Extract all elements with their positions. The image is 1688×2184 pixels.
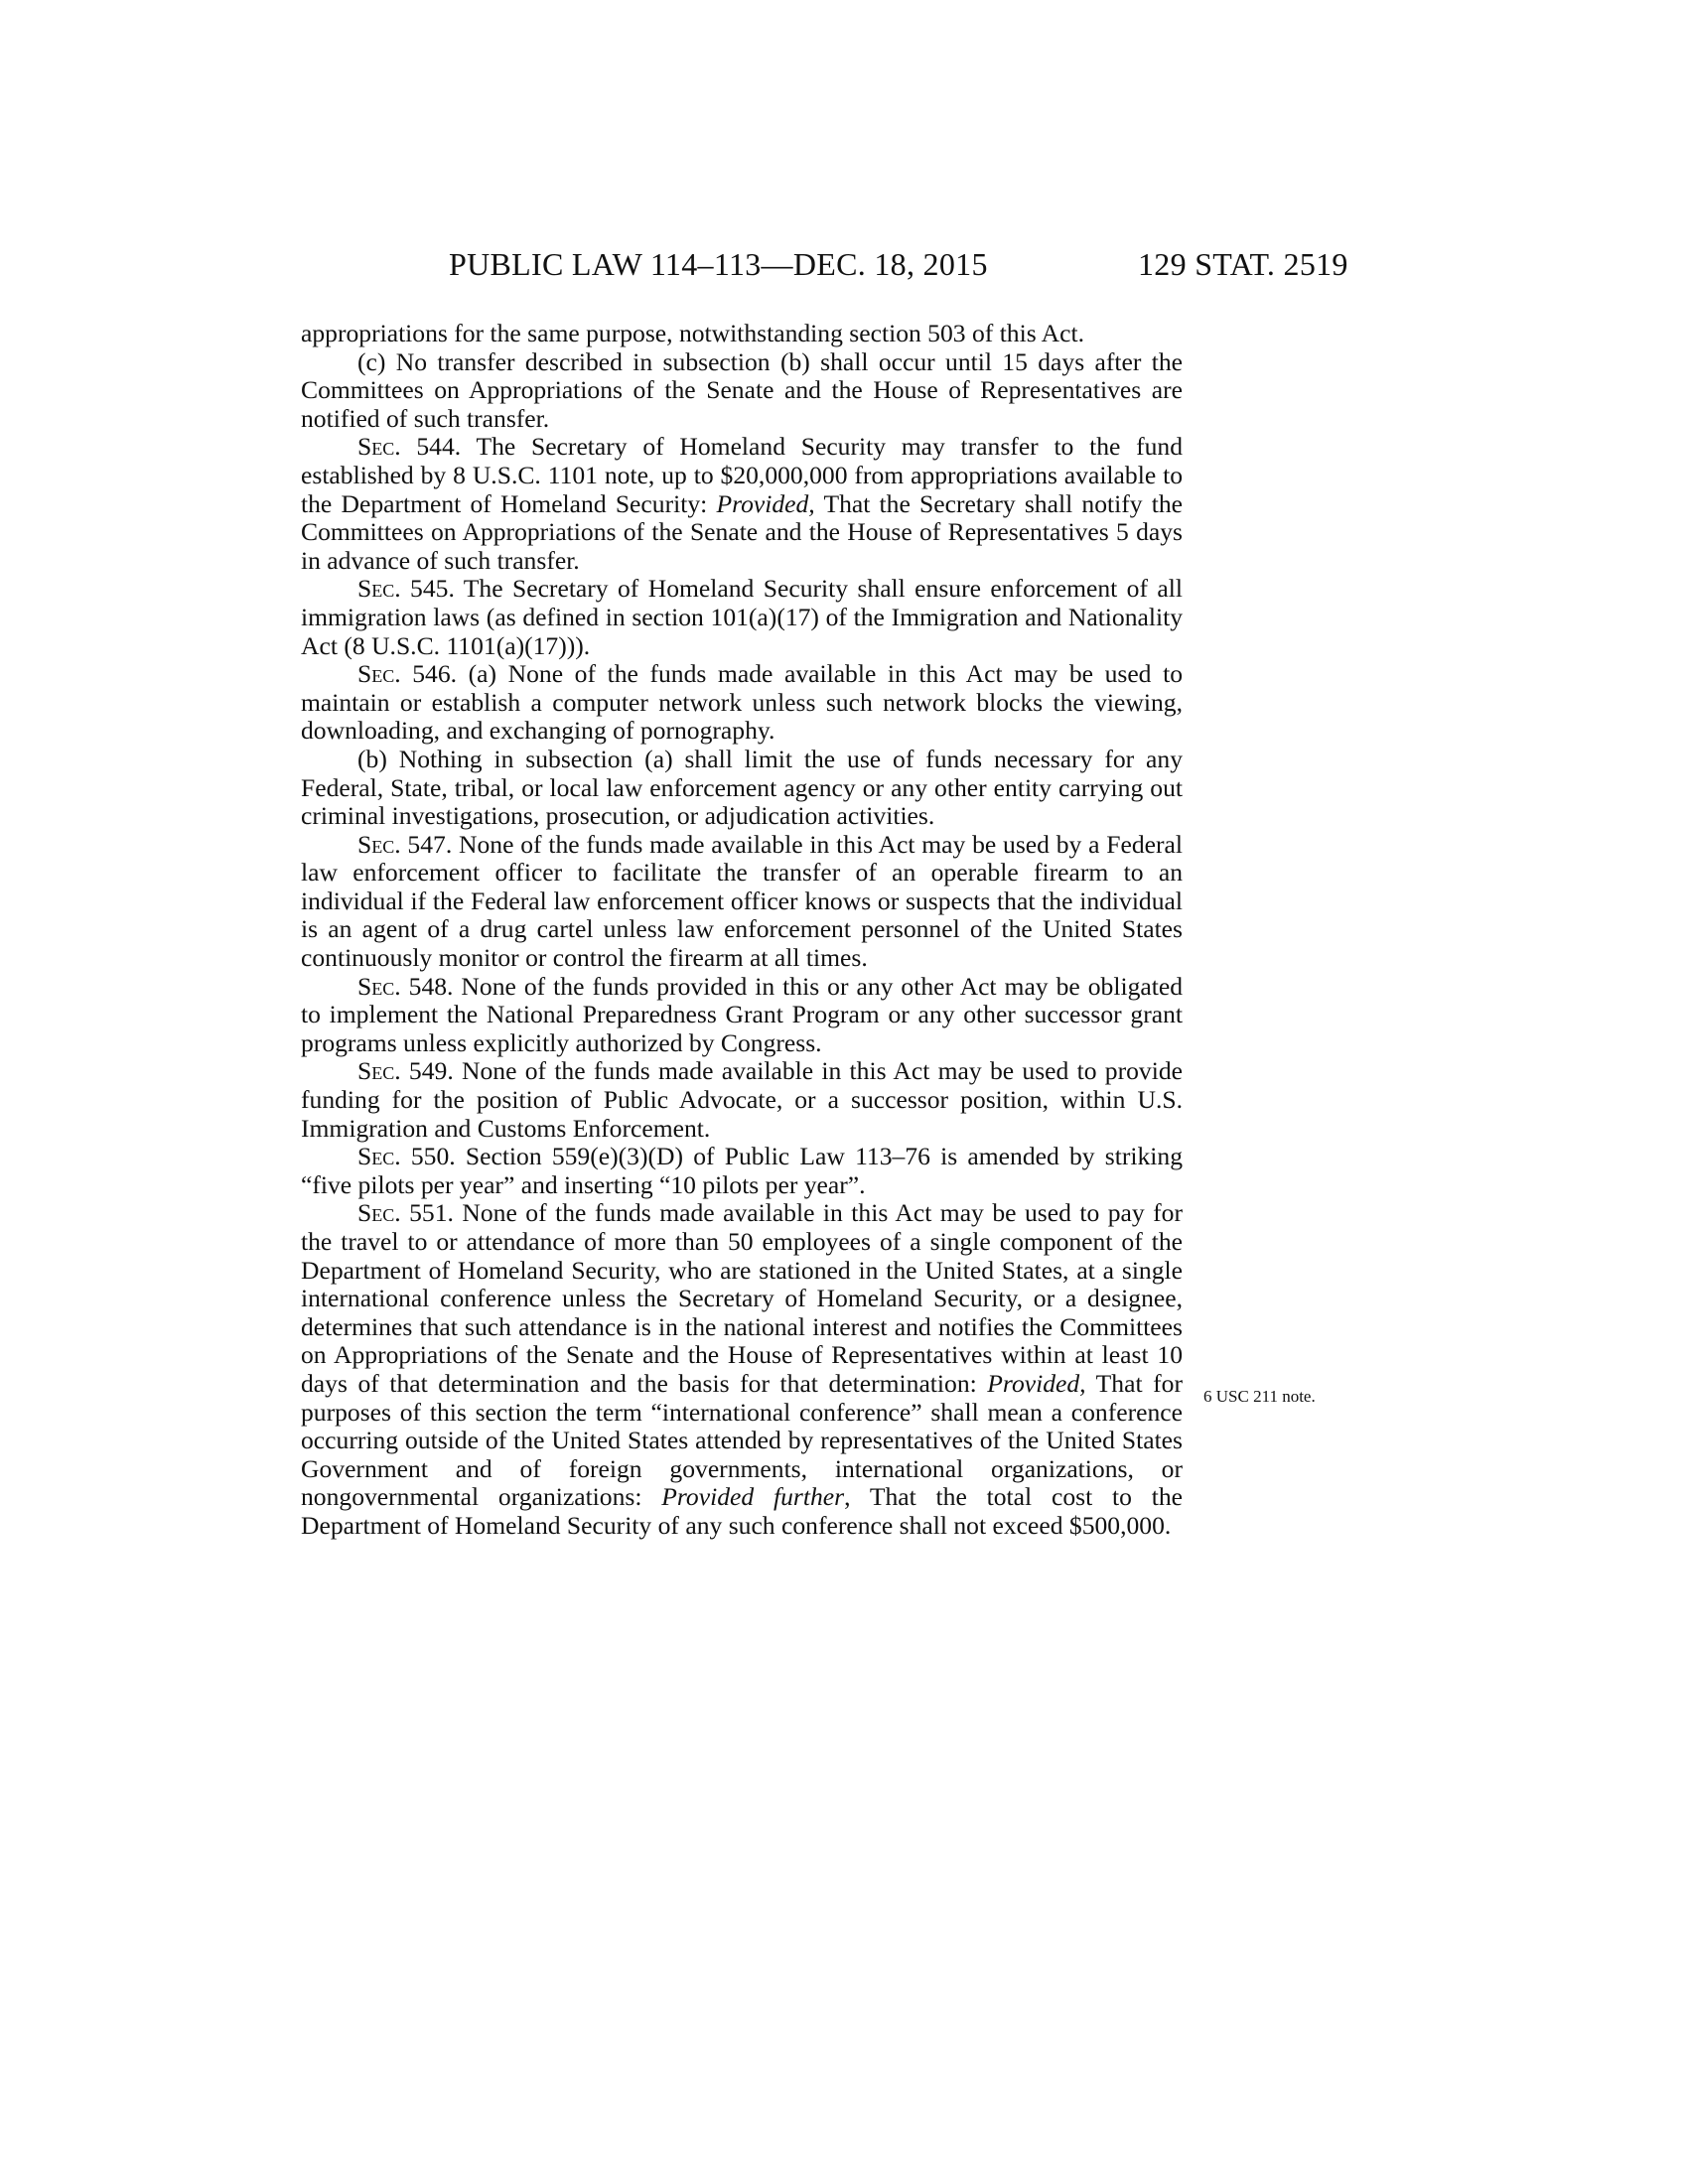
- paragraph-text: (c) No transfer described in subsection (b) shall occur until 15 days after the Committees on Appropriations of the Senate and the House of Representatives are notified of such transfer.: [301, 346, 1183, 433]
- paragraph-text: (b) Nothing in subsection (a) shall limit the use of funds necessary for any Federal, State, tribal, or local law enforcement agency or any other entity carrying out criminal investigations, prosecution, or adjudication activities.: [301, 744, 1183, 831]
- paragraph-text: . 548. None of the funds provided in this or any other Act may be obligated to implement the National Preparedness Grant Program or any other successor grant programs unless explicitly authorized by Congress.: [301, 971, 1183, 1057]
- emphasis-text: Provided,: [716, 488, 815, 518]
- paragraph-text: . 550. Section 559(e)(3)(D) of Public Law 113–76 is amended by striking “five pilots per year” and inserting “10 pilots per year”.: [301, 1142, 1183, 1199]
- paragraph-text: . 551. None of the funds made available in this Act may be used to pay for the travel to or attendance of more than 50 employees of a single component of the Department of Homeland Security, who are stationed in the United States, at a single international conference unless the Secretary of Homeland Security, or a designee, determines that such attendance is in the national interest and notifies the Committees on Appropriations of the Senate and the House of Representatives within at least 10 days of that determination and the basis for that determination:: [301, 1198, 1183, 1398]
- paragraph-subsection-c: [301, 348, 1183, 434]
- paragraph-text: . 547. None of the funds made available in this Act may be used by a Federal law enforcement officer to facilitate the transfer of an operable firearm to an individual if the Federal law enforcement officer knows or suspects that the individual is an agent of a drug cartel unless law enforcement personnel of the United States continuously monitor or control the firearm at all times.: [301, 829, 1183, 973]
- section-label: Sec: [357, 1142, 395, 1171]
- paragraph-text: . 544. The Secretary of Homeland Security may transfer to the fund established by 8 U.S.C. 1101 note, up to $20,000,000 from appropriations available to the Department of Homeland Security:: [301, 432, 1183, 518]
- paragraph-text: appropriations for the same purpose, notwithstanding section 503 of this Act.: [301, 319, 1085, 347]
- paragraph-text: . 549. None of the funds made available in this Act may be used to provide funding for the position of Public Advocate, or a successor position, within U.S. Immigration and Customs Enforcement.: [301, 1056, 1183, 1143]
- paragraph-sec-550: [301, 1143, 1183, 1199]
- paragraph-sec-548: [301, 973, 1183, 1058]
- section-label: Sec: [357, 574, 395, 604]
- paragraph-continuation: [301, 320, 1183, 348]
- section-label: Sec: [357, 829, 395, 859]
- section-label: Sec: [357, 659, 395, 689]
- paragraph-sec-546-b: [301, 746, 1183, 831]
- section-label: Sec: [357, 971, 395, 1001]
- paragraph-sec-545: [301, 575, 1183, 660]
- paragraph-text: That for purposes of this section the term “international conference” shall mean a conference occurring outside of the United States attended by representatives of the United States Government and of foreign governments, international organizations, or nongovernmental organizations:: [301, 1368, 1183, 1512]
- paragraph-text: That the Secretary shall notify the Committees on Appropriations of the Senate and the House of Representatives 5 days in advance of such transfer.: [301, 488, 1183, 575]
- emphasis-text: Provided,: [987, 1368, 1086, 1398]
- paragraph-text: . 545. The Secretary of Homeland Security shall ensure enforcement of all immigration laws (as defined in section 101(a)(17) of the Immigration and Nationality Act (8 U.S.C. 1101(a)(17))).: [301, 574, 1183, 660]
- section-label: Sec: [357, 1198, 395, 1228]
- emphasis-text: Provided further: [661, 1482, 845, 1512]
- running-header-page-ref: 129 STAT. 2519: [1138, 246, 1348, 282]
- paragraph-sec-551: [301, 1199, 1183, 1540]
- paragraph-text: . 546. (a) None of the funds made available in this Act may be used to maintain or establish a computer network unless such network blocks the viewing, downloading, and exchanging of pornography.: [301, 659, 1183, 746]
- body-text: [301, 320, 1183, 1541]
- paragraph-text: , That the total cost to the Department of Homeland Security of any such conference shall not exceed $500,000.: [301, 1482, 1184, 1540]
- section-label: Sec: [357, 1056, 395, 1086]
- paragraph-sec-544: [301, 433, 1183, 575]
- paragraph-sec-546-a: [301, 660, 1183, 746]
- paragraph-sec-549: [301, 1057, 1183, 1143]
- margin-note-usc-citation: 6 USC 211 note.: [1203, 1387, 1316, 1406]
- running-header-title: PUBLIC LAW 114–113—DEC. 18, 2015: [449, 246, 988, 282]
- paragraph-sec-547: [301, 831, 1183, 973]
- section-label: Sec: [357, 432, 395, 462]
